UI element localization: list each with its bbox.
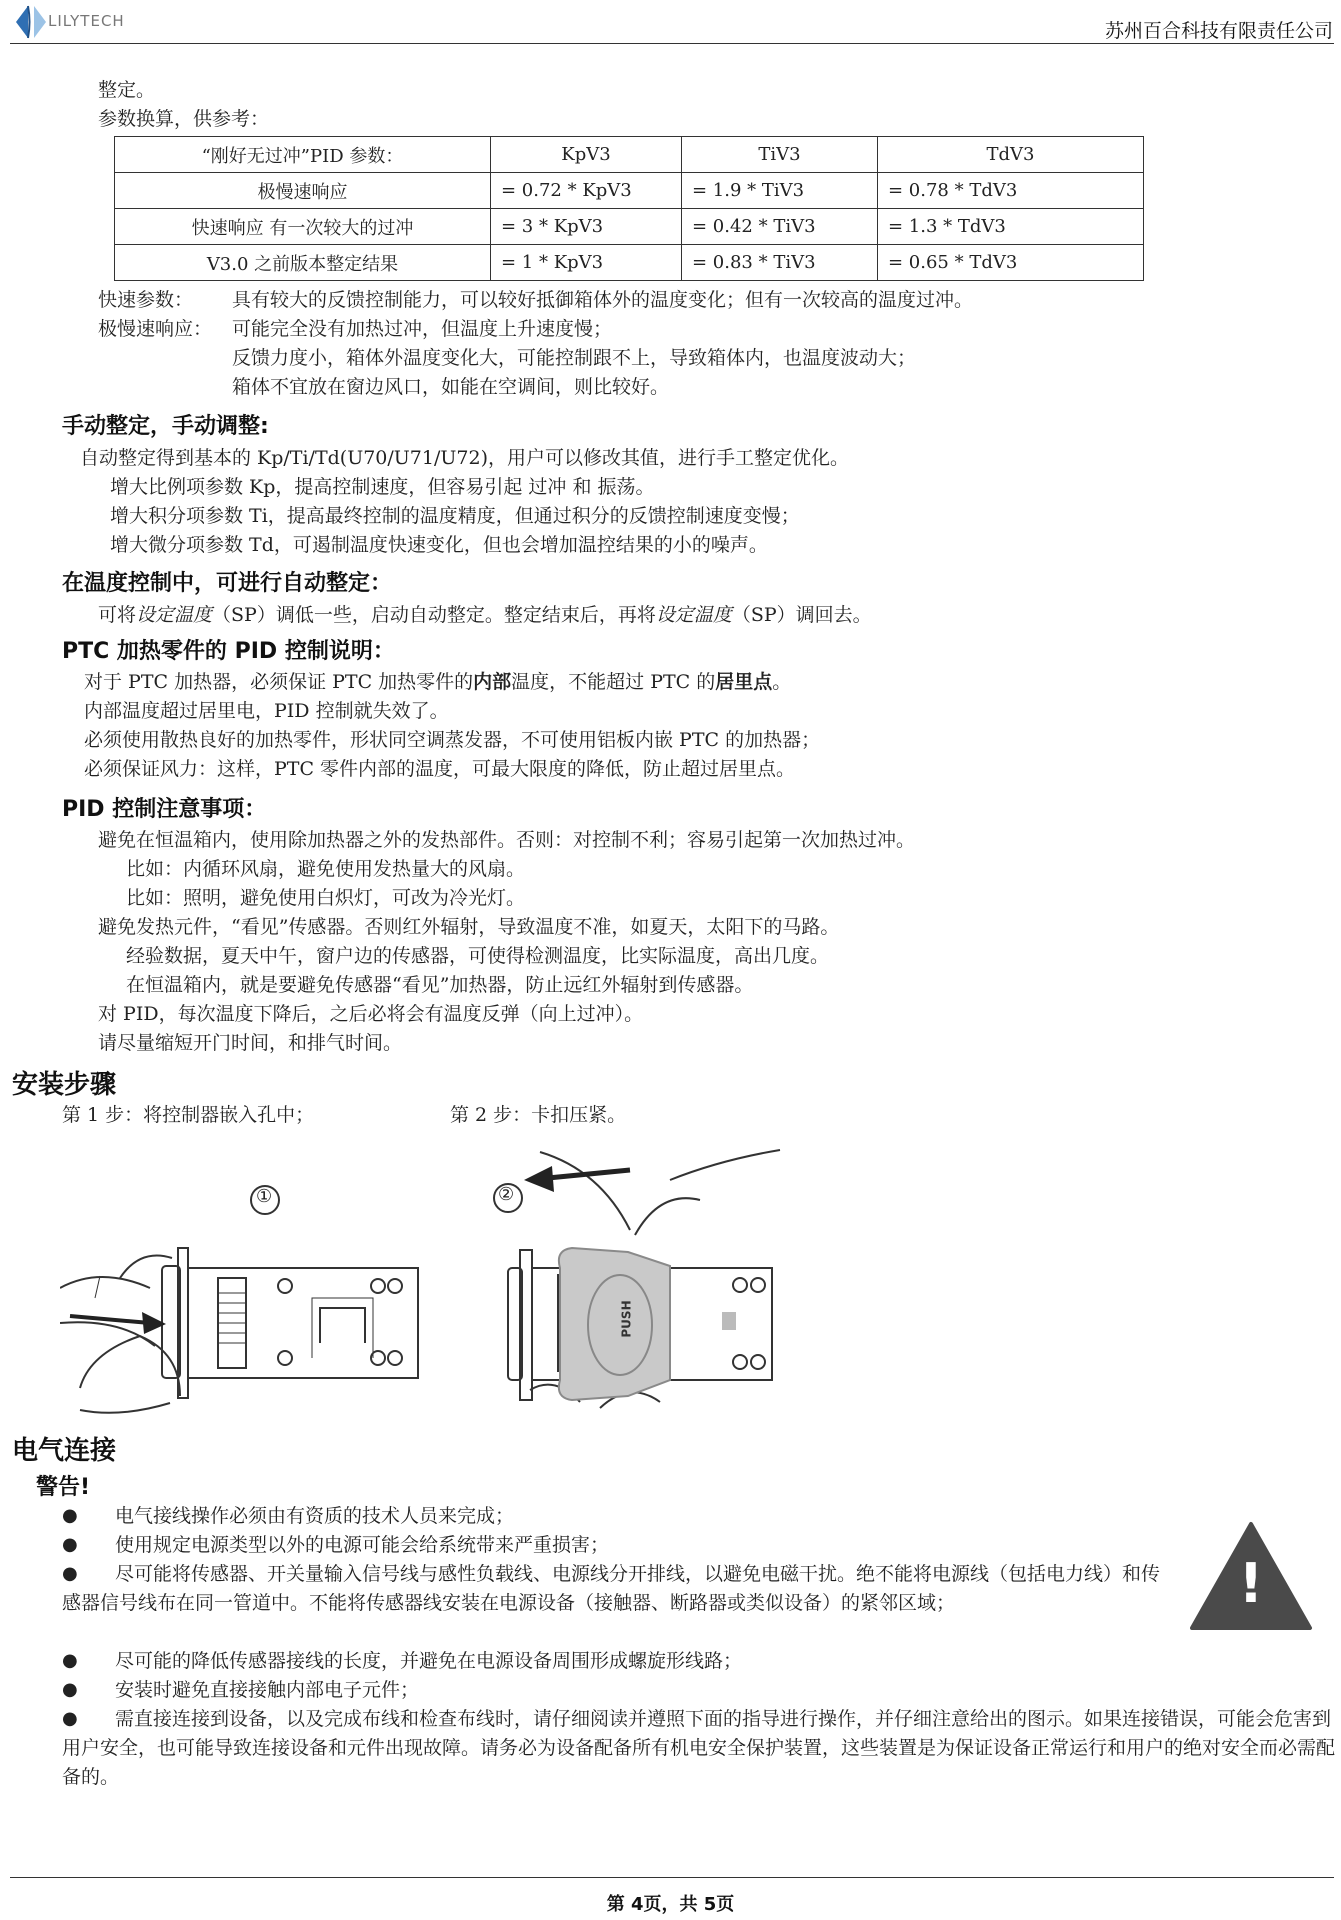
section-heading-pid-notes: PID 控制注意事项： <box>62 797 267 822</box>
section-heading-electrical: 电气连接 <box>12 1436 117 1466</box>
pid-note-line: 避免在恒温箱内，使用除加热器之外的发热部件。否则：对控制不利；容易引起第一次加热过冲。 <box>98 829 916 851</box>
install-figure-step-1 <box>60 1148 440 1418</box>
section-heading-ptc: PTC 加热零件的 PID 控制说明： <box>62 639 395 664</box>
bullet-dot: ● <box>62 1505 78 1526</box>
table-cell: = 0.65 * TdV3 <box>878 245 1144 281</box>
table-cell: = 1.9 * TiV3 <box>682 173 878 209</box>
bullet-dot: ● <box>62 1534 78 1555</box>
ptc-bold: 内部 <box>473 671 512 693</box>
table-cell: 快速响应 有一次较大的过冲 <box>115 209 491 245</box>
pid-note-line: 比如：内循环风扇，避免使用发热量大的风扇。 <box>126 858 526 880</box>
table-cell: = 0.42 * TiV3 <box>682 209 878 245</box>
section-heading-manual: 手动整定，手动调整: <box>62 414 269 439</box>
ptc-text: 对于 PTC 加热器，必须保证 PTC 加热零件的 <box>84 671 474 693</box>
figure-step-number: ② <box>498 1184 515 1205</box>
section-heading-auto: 在温度控制中，可进行自动整定： <box>62 571 393 596</box>
table-header-cell: TdV3 <box>878 137 1144 173</box>
pid-note-line: 避免发热元件，“看见”传感器。否则红外辐射，导致温度不准，如夏天，太阳下的马路。 <box>98 916 840 938</box>
table-cell: V3.0 之前版本整定结果 <box>115 245 491 281</box>
electrical-bullet-text: 安装时避免直接接触内部电子元件； <box>115 1679 420 1701</box>
ptc-text: 。 <box>772 671 792 693</box>
table-row <box>115 245 1144 281</box>
page-number: 第 4页，共 5页 <box>606 1894 735 1915</box>
header-divider <box>10 43 1334 44</box>
table-header-cell: KpV3 <box>491 137 682 173</box>
bullet-dot: ● <box>62 1563 78 1584</box>
note-text: 反馈力度小，箱体外温度变化大，可能控制跟不上，导致箱体内，也温度波动大； <box>232 347 917 369</box>
table-cell: = 0.78 * TdV3 <box>878 173 1144 209</box>
install-figure-step-2 <box>460 1140 840 1418</box>
intro-line: 整定。 <box>98 79 156 101</box>
controller-insert-illustration <box>60 1148 440 1418</box>
note-text: 可能完全没有加热过冲，但温度上升速度慢； <box>232 318 613 340</box>
table-header-row <box>115 137 1144 173</box>
bullet-dot: ● <box>62 1679 78 1700</box>
pid-note-line: 在恒温箱内，就是要避免传感器“看见”加热器，防止远红外辐射到传感器。 <box>126 974 754 996</box>
table-cell: = 1 * KpV3 <box>491 245 682 281</box>
electrical-bullet-text: 使用规定电源类型以外的电源可能会给系统带来严重损害； <box>115 1534 610 1556</box>
electrical-bullet-text: 尽可能的降低传感器接线的长度，并避免在电源设备周围形成螺旋形线路； <box>115 1650 743 1672</box>
push-label: PUSH <box>619 1300 634 1338</box>
brand-logo <box>10 2 52 42</box>
auto-text: 可将 <box>98 604 137 626</box>
ptc-line: 必须使用散热良好的加热零件，形状同空调蒸发器，不可使用铝板内嵌 PTC 的加热器； <box>84 729 821 751</box>
pid-note-line: 请尽量缩短开门时间，和排气时间。 <box>98 1032 403 1054</box>
auto-line <box>98 601 872 630</box>
table-row <box>115 173 1144 209</box>
note-text: 具有较大的反馈控制能力，可以较好抵御箱体外的温度变化；但有一次较高的温度过冲。 <box>232 289 974 311</box>
warning-mark: ! <box>1238 1552 1264 1615</box>
table-cell: 极慢速响应 <box>115 173 491 209</box>
ptc-bold: 居里点 <box>715 671 773 693</box>
auto-emphasis: 设定温度 <box>136 604 213 626</box>
table-row <box>115 209 1144 245</box>
company-name: 苏州百合科技有限责任公司 <box>1104 20 1333 42</box>
table-cell: = 3 * KpV3 <box>491 209 682 245</box>
pid-note-line: 经验数据，夏天中午，窗户边的传感器，可使得检测温度，比实际温度，高出几度。 <box>126 945 830 967</box>
ptc-line <box>84 668 791 697</box>
lilytech-logo-icon <box>10 2 52 42</box>
intro-line: 参数换算，供参考： <box>98 108 270 130</box>
pid-parameter-table <box>114 136 1144 281</box>
footer-divider <box>10 1877 1334 1878</box>
manual-line: 增大比例项参数 Kp，提高控制速度，但容易引起 过冲 和 振荡。 <box>110 476 655 498</box>
electrical-bullet-text: 电气接线操作必须由有资质的技术人员来完成； <box>115 1505 515 1527</box>
bullet-dot: ● <box>62 1650 78 1671</box>
warning-icon <box>1188 1520 1314 1632</box>
note-text: 箱体不宜放在窗边风口，如能在空调间，则比较好。 <box>232 376 670 398</box>
install-step-2: 第 2 步：卡扣压紧。 <box>450 1104 627 1126</box>
table-header-cell: TiV3 <box>682 137 878 173</box>
table-cell: = 0.72 * KpV3 <box>491 173 682 209</box>
manual-line: 增大微分项参数 Td，可遏制温度快速变化，但也会增加温控结果的小的噪声。 <box>110 534 768 556</box>
electrical-bullet-text: 尽可能将传感器、开关量输入信号线与感性负载线、电源线分开排线，以避免电磁干扰。绝不能将电源线（包括电力线）和传感器信号线布在同一管道中。不能将传感器线安装在电源设备（接触器、断路器或类似设备）的紧邻区域； <box>62 1563 1161 1614</box>
auto-text: （SP）调回去。 <box>731 604 872 626</box>
table-cell: = 1.3 * TdV3 <box>878 209 1144 245</box>
ptc-line: 必须保证风力：这样，PTC 零件内部的温度，可最大限度的降低，防止超过居里点。 <box>84 758 796 780</box>
electrical-bullet-text: 需直接连接到设备，以及完成布线和检查布线时，请仔细阅读并遵照下面的指导进行操作，并仔细注意给出的图示。如果连接错误，可能会危害到用户安全，也可能导致连接设备和元件出现故障。请务必为设备配备所有机电安全保护装置，这些装置是为保证设备正常运行和用户的绝对安全而必需配备的。 <box>62 1708 1336 1788</box>
brand-name: LILYTECH <box>48 12 125 30</box>
bullet-dot: ● <box>62 1708 78 1729</box>
note-label: 快速参数： <box>98 289 194 311</box>
install-step-1: 第 1 步：将控制器嵌入孔中； <box>62 1104 315 1126</box>
auto-text: （SP）调低一些，启动自动整定。整定结束后，再将 <box>212 604 656 626</box>
figure-step-number: ① <box>256 1186 273 1207</box>
controller-clamp-illustration <box>460 1140 840 1418</box>
manual-line: 增大积分项参数 Ti，提高最终控制的温度精度，但通过积分的反馈控制速度变慢； <box>110 505 800 527</box>
ptc-text: 温度，不能超过 PTC 的 <box>511 671 716 693</box>
section-heading-install: 安装步骤 <box>12 1070 117 1100</box>
table-cell: = 0.83 * TiV3 <box>682 245 878 281</box>
manual-line: 自动整定得到基本的 Kp/Ti/Td(U70/U71/U72)，用户可以修改其值，进行手工整定优化。 <box>80 447 849 469</box>
warning-label: 警告! <box>36 1475 91 1500</box>
pid-note-line: 比如：照明，避免使用白炽灯，可改为冷光灯。 <box>126 887 526 909</box>
table-header-cell: “刚好无过冲”PID 参数： <box>115 137 491 173</box>
note-label: 极慢速响应： <box>98 318 213 340</box>
ptc-line: 内部温度超过居里电，PID 控制就失效了。 <box>84 700 449 722</box>
auto-emphasis: 设定温度 <box>655 604 732 626</box>
pid-note-line: 对 PID，每次温度下降后，之后必将会有温度反弹（向上过冲）。 <box>98 1003 644 1025</box>
